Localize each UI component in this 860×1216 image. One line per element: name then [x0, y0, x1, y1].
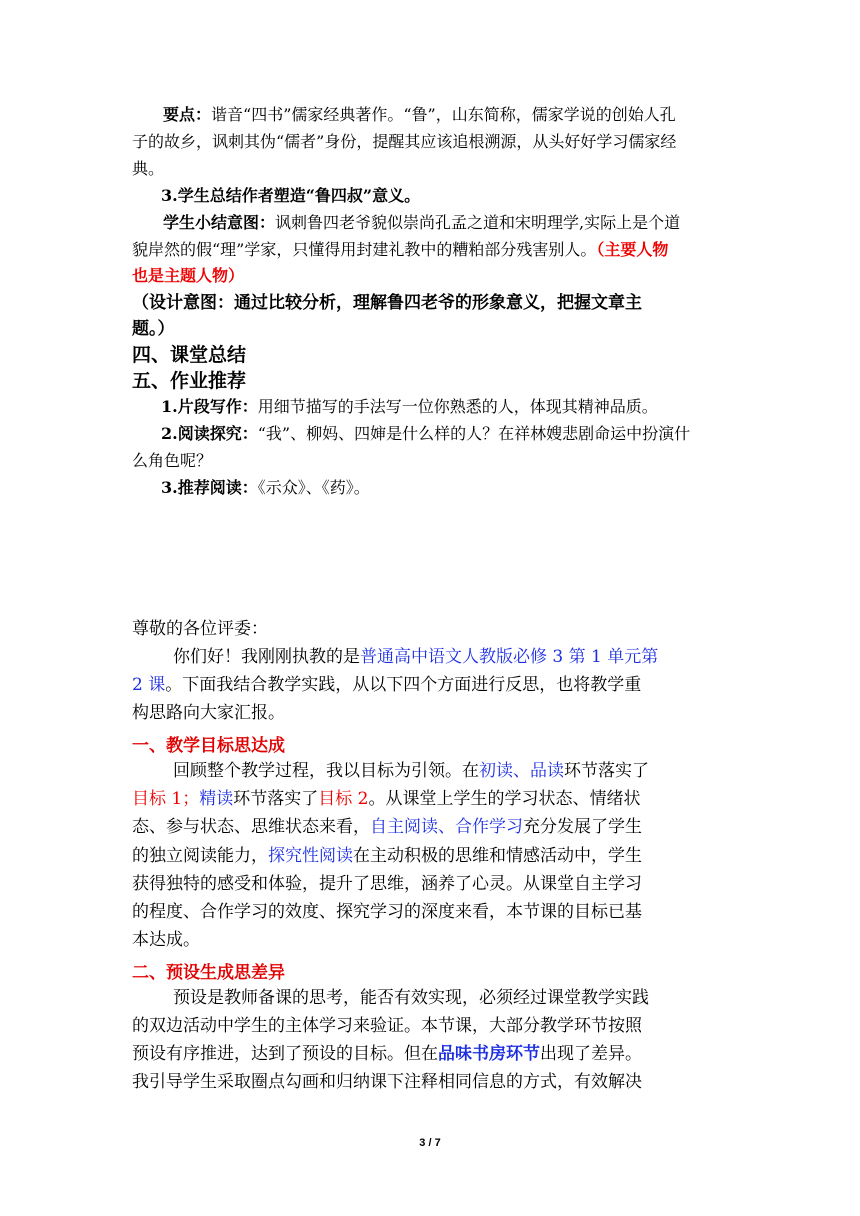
intro-line-1: 你们好！我刚刚执教的是普通高中语文人教版必修 3 第 1 单元第 — [173, 647, 659, 667]
s1-line-4: 的独立阅读能力，探究性阅读在主动积极的思维和情感活动中，学生 — [132, 846, 642, 866]
page-number: 3 / 7 — [419, 1137, 441, 1149]
s1-line-1: 回顾整个教学过程，我以目标为引领。在初读、品读环节落实了 — [173, 761, 649, 781]
s2-line-4: 我引导学生采取圈点勾画和归纳课下注释相同信息的方式，有效解决 — [132, 1072, 642, 1092]
intro-line-3: 构思路向大家汇报。 — [132, 703, 285, 723]
summary-task: 3.学生总结作者塑造“鲁四叔”意义。 — [161, 186, 421, 205]
summary-line-3: 也是主题人物） — [132, 266, 245, 285]
homework-item-1: 1.片段写作：用细节描写的手法写一位你熟悉的人，体现其精神品质。 — [161, 397, 658, 416]
keypoint-line-1: 要点：谐音“四书”儒家经典著作。“鲁”，山东简称，儒家学说的创始人孔 — [163, 105, 676, 124]
keypoint-line-3: 典。 — [132, 159, 165, 178]
heading-homework: 五、作业推荐 — [132, 370, 247, 392]
salutation: 尊敬的各位评委： — [132, 619, 268, 639]
design-intent-line-2: 题。） — [132, 319, 175, 339]
section-1-heading: 一、教学目标思达成 — [132, 736, 285, 756]
design-intent-line-1: （设计意图：通过比较分析，理解鲁四老爷的形象意义，把握文章主 — [132, 293, 642, 313]
heading-class-summary: 四、课堂总结 — [132, 344, 247, 366]
summary-line-2: 貌岸然的假“理”学家，只懂得用封建礼教中的糟粕部分残害别人。（主要人物 — [132, 240, 669, 259]
s1-line-6: 的程度、合作学习的效度、探究学习的深度来看，本节课的目标已基 — [132, 902, 642, 922]
intro-line-2: 2 课。下面我结合教学实践，从以下四个方面进行反思，也将教学重 — [132, 675, 642, 695]
s2-line-2: 的双边活动中学生的主体学习来验证。本节课，大部分教学环节按照 — [132, 1016, 642, 1036]
keypoint-line-2: 子的故乡，讽刺其伪“儒者”身份，提醒其应该追根溯源，从头好好学习儒家经 — [132, 132, 677, 151]
homework-item-2-line-1: 2.阅读探究：“我”、柳妈、四婶是什么样的人？在祥林嫂悲剧命运中扮演什 — [161, 424, 691, 443]
s2-line-3: 预设有序推进，达到了预设的目标。但在品味书房环节出现了差异。 — [132, 1044, 642, 1064]
s1-line-5: 获得独特的感受和体验，提升了思维，涵养了心灵。从课堂自主学习 — [132, 874, 642, 894]
s1-line-2: 目标 1；精读环节落实了目标 2。从课堂上学生的学习状态、情绪状 — [132, 789, 641, 809]
homework-item-3: 3.推荐阅读：《示众》、《药》。 — [161, 478, 370, 497]
summary-line-1: 学生小结意图：讽刺鲁四老爷貌似崇尚孔孟之道和宋明理学,实际上是个道 — [163, 213, 681, 232]
homework-item-2-line-2: 么角色呢？ — [132, 451, 213, 470]
s2-line-1: 预设是教师备课的思考，能否有效实现，必须经过课堂教学实践 — [173, 988, 649, 1008]
s1-line-7: 本达成。 — [132, 930, 200, 950]
s1-line-3: 态、参与状态、思维状态来看，自主阅读、合作学习充分发展了学生 — [132, 817, 642, 837]
section-2-heading: 二、预设生成思差异 — [132, 963, 285, 983]
